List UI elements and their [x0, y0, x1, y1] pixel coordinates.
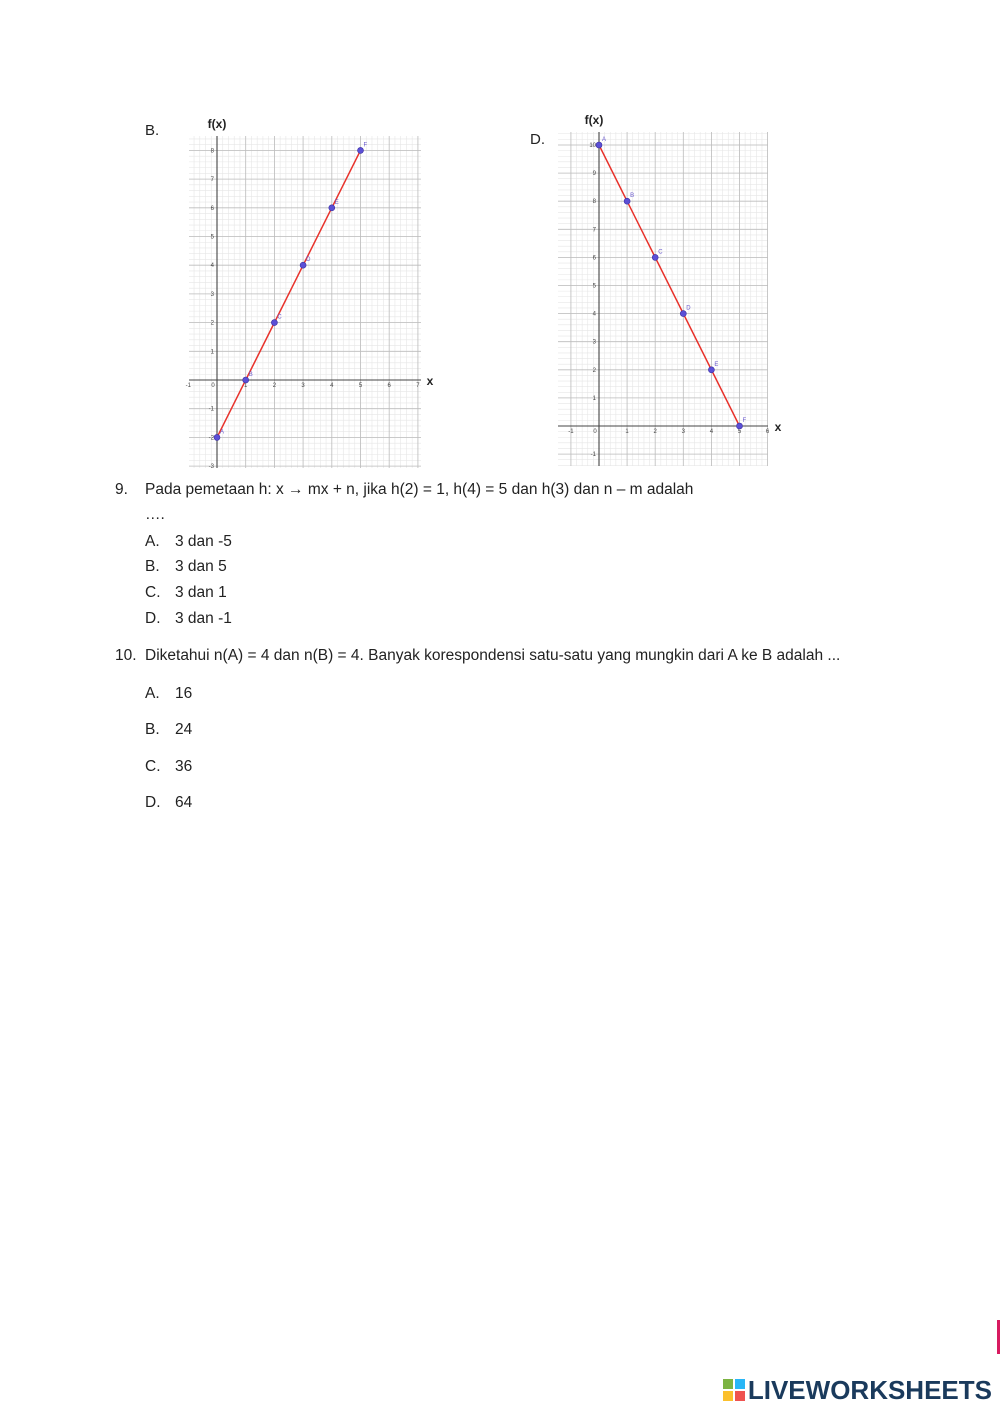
question-10-option-c[interactable] [145, 758, 192, 776]
point-label-a: A [602, 137, 607, 143]
y-tick-label: -3 [208, 464, 214, 471]
question-10-option-d[interactable] [145, 794, 192, 812]
x-tick-label: 6 [387, 383, 391, 389]
y-tick-label: 7 [592, 227, 596, 234]
x-tick-label: -1 [185, 383, 191, 389]
point-label-d: D [306, 257, 311, 264]
option-text: 3 dan 1 [175, 584, 227, 601]
footer-brand: LIVEWORKSHEETS [747, 1374, 992, 1405]
graph-b-chart [185, 112, 445, 472]
option-letter: D. [145, 610, 161, 627]
y-tick-label: 4 [592, 311, 596, 318]
y-tick-label: 1 [592, 395, 596, 402]
grid [558, 132, 768, 466]
option-text: 64 [175, 794, 193, 811]
x-axis-title: x [426, 374, 434, 388]
y-tick-label: 3 [210, 291, 214, 298]
graph-b-option-label: B. [145, 122, 160, 139]
y-tick-label: -2 [208, 435, 214, 442]
x-tick-label: 4 [330, 383, 334, 389]
question-10-text: Diketahui n(A) = 4 dan n(B) = 4. Banyak korespondensi satu-satu yang mungkin dari A ke B adalah ... [145, 647, 841, 664]
x-tick-label: 2 [272, 383, 277, 389]
y-tick-label: 8 [592, 199, 596, 206]
question-9-option-b[interactable] [145, 558, 227, 576]
y-tick-label: 5 [210, 234, 214, 241]
x-tick-label: 2 [653, 429, 657, 435]
point-label-e: E [714, 361, 719, 368]
option-text: 3 dan 5 [175, 558, 227, 575]
question-9-option-d[interactable] [145, 610, 232, 628]
option-letter: B. [145, 721, 160, 738]
y-tick-label: 1 [210, 349, 214, 356]
question-10-option-b[interactable] [145, 721, 192, 739]
y-tick-label: 8 [210, 148, 214, 155]
x-tick-label: 0 [211, 383, 215, 389]
y-tick-label: 2 [592, 367, 596, 374]
option-letter: C. [145, 584, 161, 601]
option-text: 16 [175, 685, 193, 702]
y-tick-label: -1 [208, 406, 214, 413]
x-axis-title: x [774, 420, 782, 434]
grid [189, 136, 421, 471]
y-tick-label: 2 [210, 320, 214, 327]
question-10-option-a[interactable] [145, 685, 192, 703]
x-tick-label: 4 [709, 429, 714, 435]
x-tick-label: 7 [416, 383, 420, 389]
liveworksheets-logo-icon [722, 1378, 746, 1402]
option-letter: A. [145, 685, 160, 702]
x-tick-label: 5 [737, 429, 742, 435]
x-tick-label: 3 [301, 383, 305, 389]
graph-d-chart [550, 110, 795, 470]
y-tick-label: 9 [592, 171, 596, 178]
x-tick-label: 6 [765, 429, 770, 435]
x-tick-label: -1 [568, 429, 574, 435]
y-tick-label: 6 [592, 255, 596, 262]
option-letter: A. [145, 533, 160, 550]
point-label-b: B [248, 372, 253, 378]
option-letter: C. [145, 758, 161, 775]
question-9-option-a[interactable] [145, 533, 232, 551]
y-axis-title: f(x) [207, 117, 227, 131]
y-tick-label: -1 [590, 452, 596, 459]
y-tick-label: 7 [210, 177, 214, 184]
option-text: 24 [175, 721, 193, 738]
y-tick-label: 5 [592, 283, 596, 290]
point-label-d: D [686, 305, 691, 312]
graph-d-option-label: D. [530, 131, 545, 148]
option-letter: D. [145, 794, 161, 811]
x-tick-label: 1 [244, 383, 248, 389]
y-axis-title: f(x) [584, 113, 604, 127]
x-tick-label: 5 [358, 383, 363, 389]
y-tick-label: 4 [210, 263, 214, 270]
question-9-option-c[interactable] [145, 584, 227, 602]
y-tick-label: 10 [589, 143, 596, 149]
question-9-continuation: …. [145, 506, 165, 523]
point-label-f: F [742, 418, 747, 424]
question-10-number: 10. [115, 647, 137, 664]
point-label-c: C [658, 249, 663, 256]
point-label-a: A [220, 429, 225, 436]
option-text: 36 [175, 758, 193, 775]
x-tick-label: 0 [593, 429, 597, 435]
question-9-number: 9. [115, 481, 128, 498]
question-9-text: Pada pemetaan h: x → mx + n, jika h(2) = 1, h(4) = 5 dan h(3) dan n – m adalah [145, 481, 694, 498]
option-letter: B. [145, 558, 160, 575]
point-label-f: F [363, 142, 368, 149]
x-tick-label: 3 [681, 429, 685, 435]
footer-logo[interactable] [722, 1375, 992, 1405]
y-tick-label: 3 [592, 339, 596, 346]
point-label-b: B [630, 193, 635, 200]
x-tick-label: 1 [625, 429, 629, 435]
point-label-c: C [277, 314, 282, 321]
point-label-e: E [334, 199, 339, 206]
y-tick-label: 6 [210, 205, 214, 212]
option-text: 3 dan -1 [175, 610, 232, 627]
option-text: 3 dan -5 [175, 533, 232, 550]
